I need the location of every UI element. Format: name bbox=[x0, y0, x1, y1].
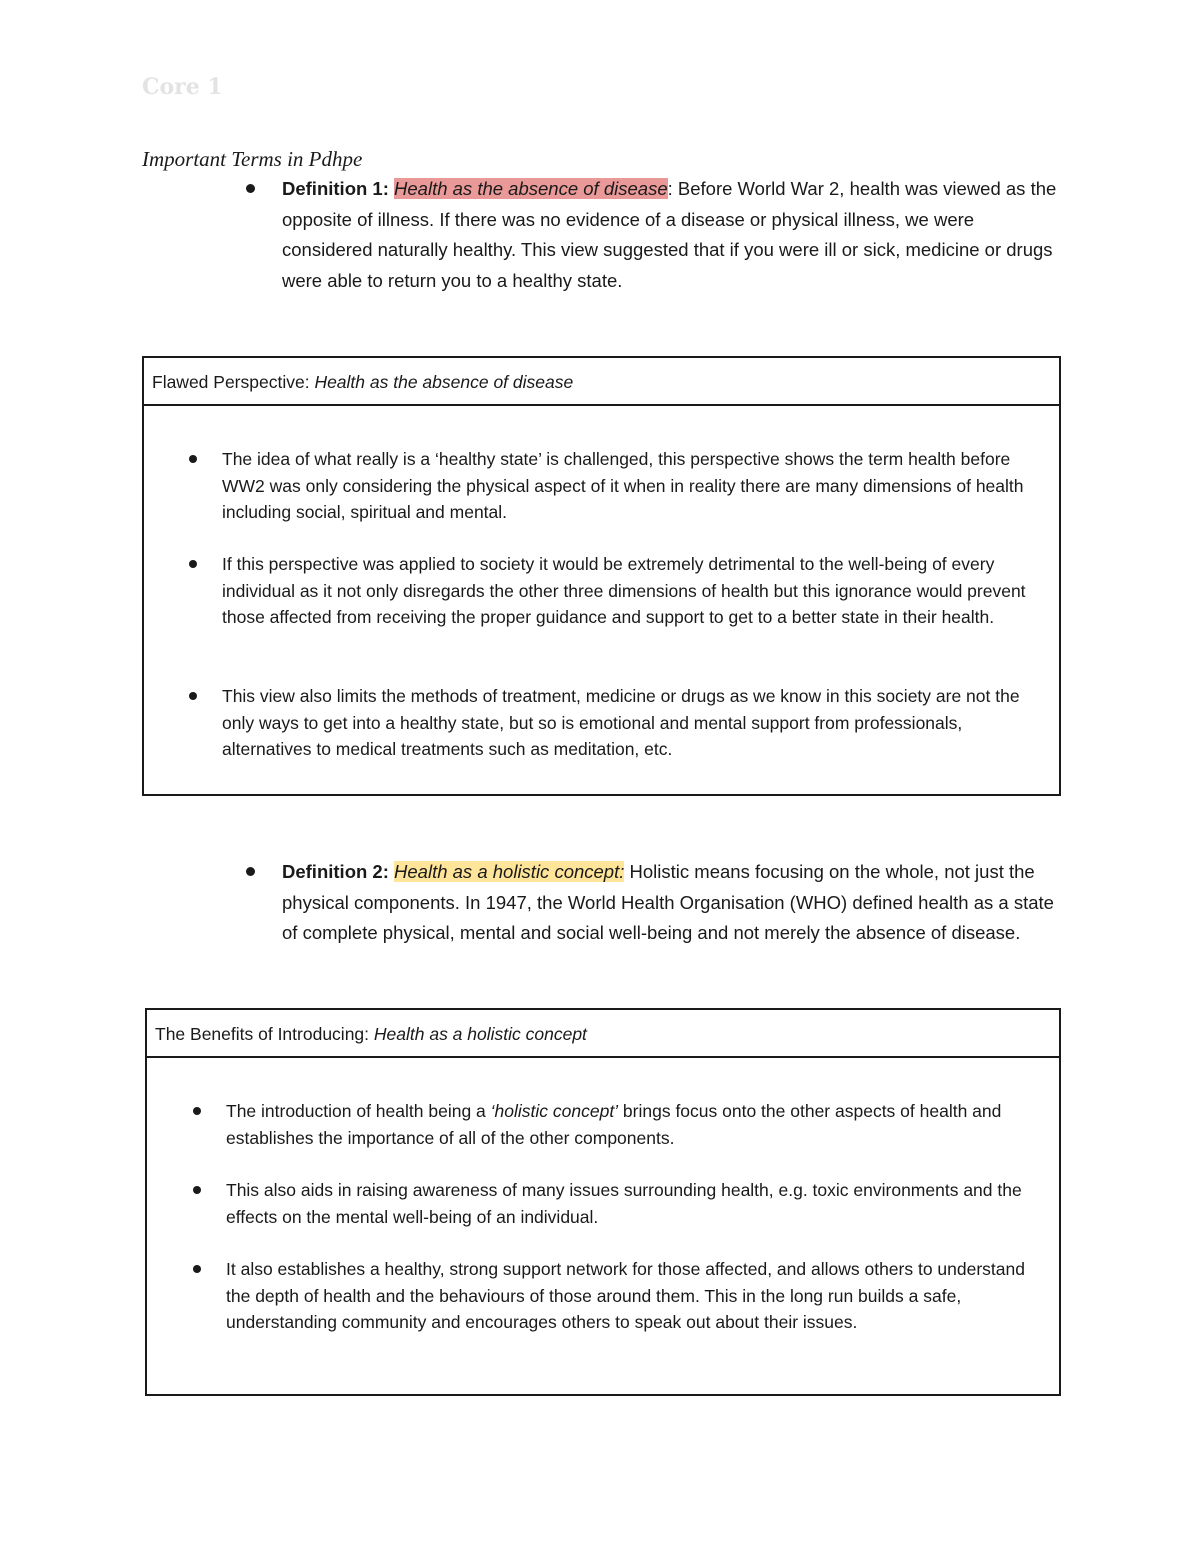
box-heading-prefix: The Benefits of Introducing: bbox=[155, 1024, 374, 1044]
list-item-text-after: brings focus onto the other aspects of health and establishes the importance of all of the other components. bbox=[226, 1101, 1002, 1148]
definition-label: Definition 1: bbox=[282, 178, 389, 199]
list-item-text: This also aids in raising awareness of many issues surrounding health, e.g. toxic environments and the effects on the mental well-being of an individual. bbox=[226, 1180, 1022, 1227]
flawed-perspective-box bbox=[142, 356, 1061, 796]
list-item bbox=[226, 1177, 1048, 1230]
bullet-icon bbox=[246, 867, 255, 876]
bullet-icon bbox=[246, 184, 255, 193]
list-item bbox=[222, 683, 1047, 763]
definition-text: : Before World War 2, health was viewed as the opposite of illness. If there was no evidence of a disease or physical illness, we were considered naturally healthy. This view suggested that if you were ill or sick, medicine or drugs were able to return you to a healthy state. bbox=[282, 178, 1057, 291]
section-heading: Important Terms in Pdhpe bbox=[142, 147, 363, 171]
definition-2 bbox=[282, 857, 1066, 949]
box-heading-term: Health as the absence of disease bbox=[314, 372, 574, 392]
definition-label: Definition 2: bbox=[282, 861, 389, 882]
list-item-italic-term: ‘holistic concept’ bbox=[490, 1101, 619, 1121]
bullet-icon bbox=[193, 1186, 201, 1194]
list-item bbox=[226, 1256, 1048, 1336]
benefits-box bbox=[145, 1008, 1061, 1396]
box-heading bbox=[147, 1010, 1059, 1058]
box-heading bbox=[144, 358, 1059, 406]
highlighted-term: Health as the absence of disease bbox=[394, 178, 668, 199]
bullet-icon bbox=[193, 1107, 201, 1115]
list-item-text: If this perspective was applied to society it would be extremely detrimental to the well-being of every individual as it not only disregards the other three dimensions of health but this ignorance would prevent those affected from receiving the proper guidance and support to get to a better state in their health. bbox=[222, 554, 1026, 627]
list-item-text: The idea of what really is a ‘healthy state’ is challenged, this perspective shows the term health before WW2 was only considering the physical aspect of it when in reality there are many dimensions of health including social, spiritual and mental. bbox=[222, 449, 1024, 522]
list-item bbox=[226, 1098, 1048, 1151]
highlighted-term: Health as a holistic concept: bbox=[394, 861, 625, 882]
list-item-text-before: The introduction of health being a bbox=[226, 1101, 491, 1121]
bullet-icon bbox=[189, 560, 197, 568]
box-heading-term: Health as a holistic concept bbox=[373, 1024, 587, 1044]
bullet-icon bbox=[189, 455, 197, 463]
definition-1 bbox=[282, 174, 1066, 296]
definition-text: Holistic means focusing on the whole, not just the physical components. In 1947, the World Health Organisation (WHO) defined health as a state of complete physical, mental and social well-being and not merely the absence of disease. bbox=[282, 861, 1054, 943]
bullet-icon bbox=[193, 1265, 201, 1273]
list-item-text: This view also limits the methods of treatment, medicine or drugs as we know in this society are not the only ways to get into a healthy state, but so is emotional and mental support from professionals, alternatives to medical treatments such as meditation, etc. bbox=[222, 686, 1020, 759]
bullet-icon bbox=[189, 692, 197, 700]
list-item bbox=[222, 551, 1047, 631]
list-item-text: It also establishes a healthy, strong support network for those affected, and allows others to understand the depth of health and the behaviours of those around them. This in the long run builds a safe, understanding community and encourages others to speak out about their issues. bbox=[226, 1259, 1025, 1332]
document-title: Core 1 bbox=[142, 74, 223, 100]
list-item bbox=[222, 446, 1047, 526]
box-heading-prefix: Flawed Perspective: bbox=[152, 372, 315, 392]
